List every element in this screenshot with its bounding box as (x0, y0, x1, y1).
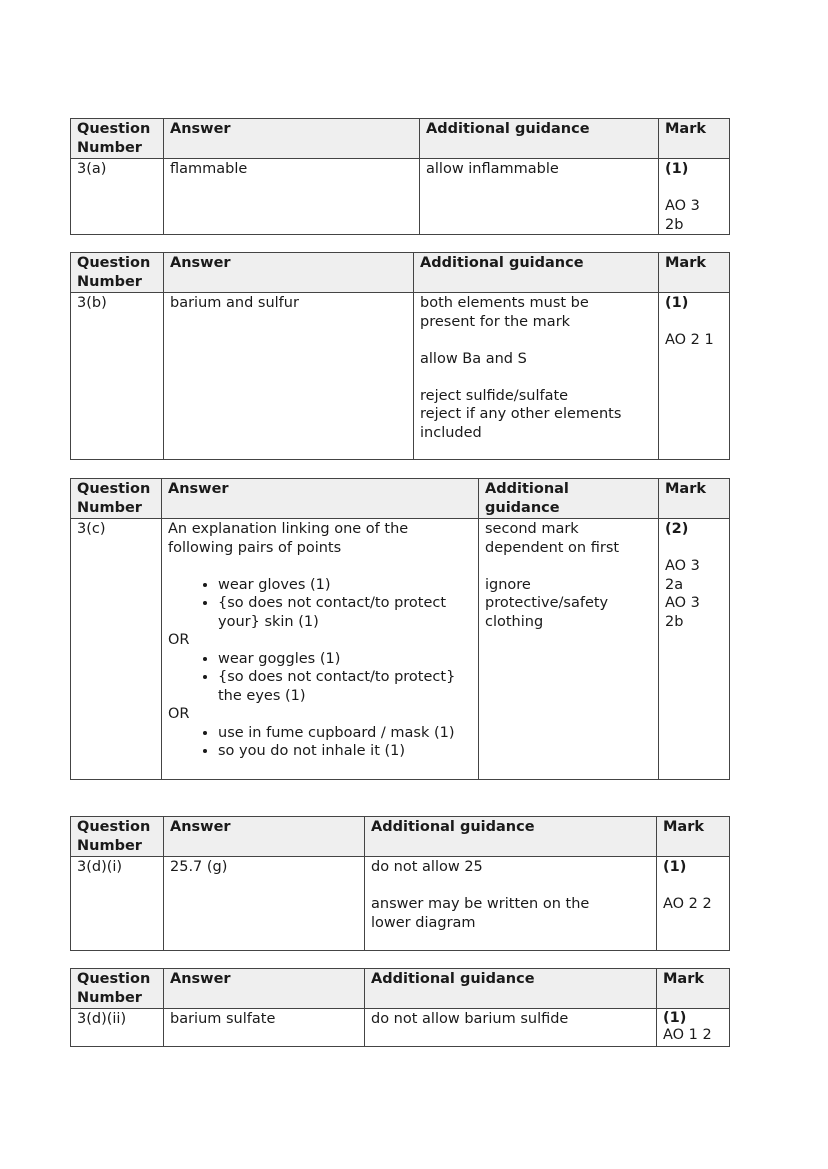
answer-cell: barium and sulfur (164, 293, 414, 460)
list-item: • use in fume cupboard / mask (1) (218, 724, 472, 743)
header-question-number: Question Number (71, 817, 164, 857)
answer-pair-list (168, 724, 472, 761)
list-item: • {so does not contact/to protect your} skin (1) (218, 594, 472, 631)
guidance-paragraph: second mark dependent on first (485, 521, 620, 556)
header-answer: Answer (164, 969, 365, 1009)
assessment-objective: AO 3 2b (665, 198, 700, 233)
answer-pair-list (168, 650, 472, 706)
mark-scheme-table-3di (70, 816, 730, 951)
question-number: 3(d)(i) (71, 857, 164, 951)
mark-value: (2) (665, 521, 689, 537)
list-item: • {so does not contact/to protect} the eyes (1) (218, 668, 472, 705)
mark-cell (659, 519, 730, 780)
guidance-paragraph: answer may be written on the lower diagram (371, 896, 590, 931)
mark-value: (1) (663, 859, 687, 875)
list-item: • wear goggles (1) (218, 650, 472, 669)
header-answer: Answer (164, 817, 365, 857)
header-mark: Mark (657, 817, 730, 857)
answer-pair-list (168, 576, 472, 632)
guidance-paragraph: reject sulfide/sulfate reject if any other elements included (420, 387, 622, 441)
guidance-paragraph: do not allow 25 (371, 859, 483, 875)
header-answer: Answer (164, 119, 420, 159)
mark-cell (659, 293, 730, 460)
header-additional-guidance: Additional guidance (479, 479, 659, 519)
guidance-cell: do not allow barium sulfide (365, 1009, 657, 1047)
header-answer: Answer (162, 479, 479, 519)
guidance-paragraph: allow Ba and S (420, 350, 527, 367)
question-number: 3(a) (71, 159, 164, 235)
mark-cell (659, 159, 730, 235)
mark-scheme-table-3dii (70, 968, 730, 1047)
header-additional-guidance: Additional guidance (414, 253, 659, 293)
question-number: 3(b) (71, 293, 164, 460)
or-label: OR (168, 632, 190, 648)
header-question-number: Question Number (71, 969, 164, 1009)
header-additional-guidance: Additional guidance (365, 969, 657, 1009)
assessment-objective: AO 1 2 (663, 1027, 712, 1043)
mark-cell (657, 1009, 730, 1047)
header-mark: Mark (659, 479, 730, 519)
mark-cell (657, 857, 730, 951)
assessment-objective: AO 2 2 (663, 896, 712, 912)
mark-scheme-table-3b (70, 252, 730, 460)
guidance-paragraph: both elements must be present for the mark (420, 295, 589, 330)
header-question-number: Question Number (71, 479, 162, 519)
mark-value: (1) (665, 161, 689, 177)
guidance-paragraph: ignore protective/safety clothing (485, 576, 609, 630)
header-mark: Mark (659, 253, 730, 293)
list-item: • so you do not inhale it (1) (218, 742, 472, 761)
list-item: • wear gloves (1) (218, 576, 472, 595)
guidance-cell: allow inflammable (420, 159, 659, 235)
header-answer: Answer (164, 253, 414, 293)
assessment-objective: AO 2 1 (665, 332, 714, 348)
answer-cell: barium sulfate (164, 1009, 365, 1047)
guidance-cell (365, 857, 657, 951)
header-question-number: Question Number (71, 253, 164, 293)
answer-cell (162, 519, 479, 780)
answer-cell: 25.7 (g) (164, 857, 365, 951)
or-label: OR (168, 706, 190, 722)
mark-value: (1) (665, 295, 689, 311)
assessment-objective: AO 3 2a AO 3 2b (665, 558, 700, 630)
mark-scheme-table-3a (70, 118, 730, 235)
guidance-cell (414, 293, 659, 460)
guidance-cell (479, 519, 659, 780)
mark-scheme-table-3c (70, 478, 730, 780)
header-mark: Mark (659, 119, 730, 159)
header-additional-guidance: Additional guidance (365, 817, 657, 857)
mark-value: (1) (663, 1010, 687, 1026)
answer-intro: An explanation linking one of the following pairs of points (168, 521, 409, 556)
header-mark: Mark (657, 969, 730, 1009)
question-number: 3(c) (71, 519, 162, 780)
answer-cell: flammable (164, 159, 420, 235)
header-additional-guidance: Additional guidance (420, 119, 659, 159)
question-number: 3(d)(ii) (71, 1009, 164, 1047)
header-question-number: Question Number (71, 119, 164, 159)
